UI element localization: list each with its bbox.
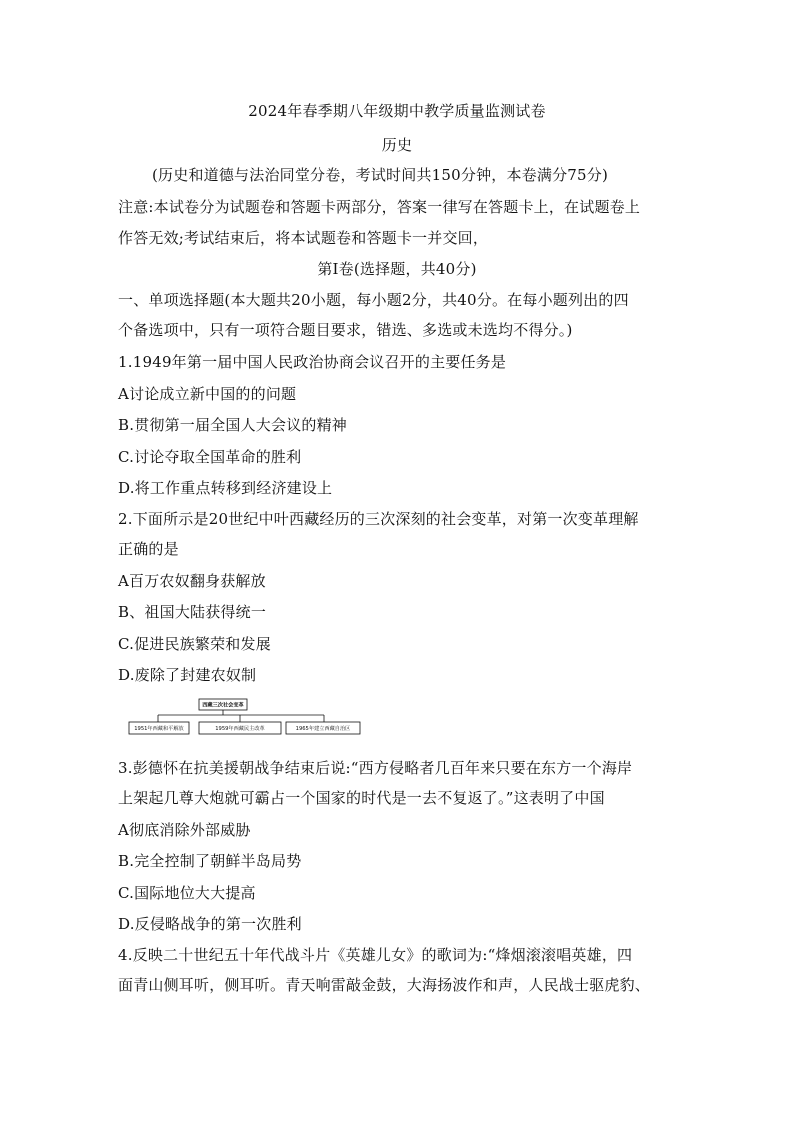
question-3-option-d: D.反侵略战争的第一次胜利 — [118, 915, 302, 933]
question-3-stem-line-2: 上架起几尊大炮就可霸占一个国家的时代是一去不复返了。”这表明了中国 — [118, 789, 605, 807]
notice-line-1: 注意:本试卷分为试题卷和答题卡两部分，答案一律写在答题卡上，在试题卷上 — [118, 198, 641, 216]
section-instruction-2: 个备选项中，只有一项符合题目要求，错选、多选或未选均不得分。) — [118, 321, 573, 339]
subject-title: 历史 — [381, 136, 413, 154]
diagram-top-label: 西藏三次社会变革 — [202, 702, 244, 709]
question-3-option-c: C.国际地位大大提高 — [118, 884, 256, 902]
question-3-option-b: B.完全控制了朝鲜半岛局势 — [118, 852, 302, 870]
notice-line-2: 作答无效;考试结束后，将本试题卷和答题卡一并交回， — [118, 229, 489, 247]
question-4-stem-line-2: 面青山侧耳听，侧耳听。青天响雷敲金鼓，大海扬波作和声，人民战士驱虎豹、 — [118, 976, 651, 994]
question-3-option-a: A彻底消除外部威胁 — [118, 821, 251, 839]
question-2-option-d: D.废除了封建农奴制 — [118, 666, 257, 684]
diagram-box-1959-label: 1959年西藏民主改革 — [215, 726, 265, 732]
volume-title: 第I卷(选择题，共40分) — [317, 260, 477, 278]
question-1-option-d: D.将工作重点转移到经济建设上 — [118, 479, 333, 497]
exam-title: 2024年春季期八年级期中教学质量监测试卷 — [248, 102, 546, 120]
exam-scope-note: (历史和道德与法治同堂分卷，考试时间共150分钟，本卷满分75分) — [152, 166, 609, 184]
section-instruction-1: 一、单项选择题(本大题共20小题，每小题2分，共40分。在每小题列出的四 — [118, 291, 629, 309]
question-1-option-a: A讨论成立新中国的的问题 — [118, 385, 297, 403]
question-3-stem-line-1: 3.彭德怀在抗美援朝战争结束后说:“西方侵略者几百年来只要在东方一个海岸 — [118, 759, 633, 777]
diagram-box-1951-label: 1951年西藏和平解放 — [134, 726, 184, 732]
question-1-option-b: B.贯彻第一届全国人大会议的精神 — [118, 416, 347, 434]
diagram-box-1965-label: 1965年建立西藏自治区 — [295, 726, 351, 732]
question-4-stem-line-1: 4.反映二十世纪五十年代战斗片《英雄儿女》的歌词为:“烽烟滚滚唱英雄，四 — [118, 946, 633, 964]
question-1-stem: 1.1949年第一届中国人民政治协商会议召开的主要任务是 — [118, 353, 507, 371]
tibet-reform-diagram-svg — [128, 698, 362, 740]
question-2-option-b: B、祖国大陆获得统一 — [118, 603, 267, 621]
question-2-option-a: A百万农奴翻身获解放 — [118, 572, 266, 590]
question-1-option-c: C.讨论夺取全国革命的胜利 — [118, 448, 302, 466]
question-2-stem-line-2: 正确的是 — [118, 540, 179, 558]
question-2-stem-line-1: 2.下面所示是20世纪中叶西藏经历的三次深刻的社会变革，对第一次变革理解 — [118, 510, 639, 528]
question-2-option-c: C.促进民族繁荣和发展 — [118, 635, 271, 653]
tibet-reform-diagram — [128, 698, 362, 740]
